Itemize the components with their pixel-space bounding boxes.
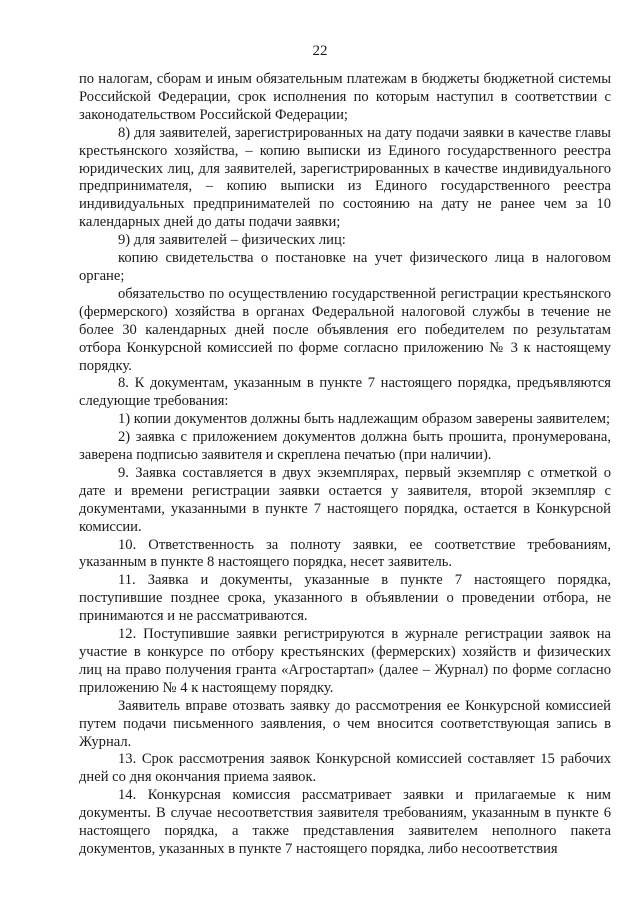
paragraph: 13. Срок рассмотрения заявок Конкурсной комиссией составляет 15 рабочих дней со дня окончания приема заявок. xyxy=(79,751,611,786)
paragraph: 2) заявка с приложением документов должна быть прошита, пронумерована, заверена подписью заявителя и скреплена печатью (при наличии). xyxy=(79,429,611,464)
paragraph: обязательство по осуществлению государственной регистрации крестьянского (фермерского) хозяйства в органах Федеральной налоговой службы в течение не более 30 календарных дней после объявления его победителем по результатам отбора Конкурсной комиссией по форме согласно приложению № 3 к настоящему порядку. xyxy=(79,285,611,374)
paragraph: 9) для заявителей – физических лиц: xyxy=(118,232,346,249)
page-number: 22 xyxy=(312,43,328,59)
paragraph: 14. Конкурсная комиссия рассматривает заявки и прилагаемые к ним документы. В случае несоответствия заявителя требованиям, указанным в пункте 6 настоящего порядка, а также представления заявителем неполного пакета документов, указанных в пункте 7 настоящего порядка, либо несоответствия xyxy=(79,787,611,857)
paragraph: копию свидетельства о постановке на учет физического лица в налоговом органе; xyxy=(79,250,611,284)
paragraph: 8. К документам, указанным в пункте 7 настоящего порядка, предъявляются следующие требования: xyxy=(79,375,611,410)
paragraph: 11. Заявка и документы, указанные в пункте 7 настоящего порядка, поступившие позднее срока, указанного в объявлении о проведении отбора, не принимаются и не рассматриваются. xyxy=(79,572,611,625)
document-body xyxy=(79,71,611,859)
paragraph: 8) для заявителей, зарегистрированных на дату подачи заявки в качестве главы крестьянского хозяйства, – копию выписки из Единого государственного реестра юридических лиц, для заявителей, зарегистрированных в качестве индивидуального предпринимателя, – копию выписки из Единого государственного реестра индивидуальных предпринимателей по состоянию на дату не ранее чем за 10 календарных дней до даты подачи заявки; xyxy=(79,124,611,231)
paragraph: Заявитель вправе отозвать заявку до рассмотрения ее Конкурсной комиссией путем подачи письменного заявления, о чем вносится соответствующая запись в Журнал. xyxy=(79,697,611,750)
paragraph: по налогам, сборам и иным обязательным платежам в бюджеты бюджетной системы Российской Федерации, срок исполнения по которым наступил в соответствии с законодательством Российской Федерации; xyxy=(79,71,611,123)
paragraph: 12. Поступившие заявки регистрируются в журнале регистрации заявок на участие в конкурсе по отбору крестьянских (фермерских) хозяйств и физических лиц на право получения гранта «Агростартап» (далее – Журнал) по форме согласно приложению № 4 к настоящему порядку. xyxy=(79,626,611,696)
paragraph: 10. Ответственность за полноту заявки, ее соответствие требованиям, указанным в пункте 8 настоящего порядка, несет заявитель. xyxy=(79,536,611,571)
paragraph: 9. Заявка составляется в двух экземплярах, первый экземпляр с отметкой о дате и времени регистрации заявки остается у заявителя, второй экземпляр с документами, указанными в пункте 7 настоящего порядка, остается в Конкурсной комиссии. xyxy=(79,464,611,535)
paragraph: 1) копии документов должны быть надлежащим образом заверены заявителем; xyxy=(118,411,611,428)
